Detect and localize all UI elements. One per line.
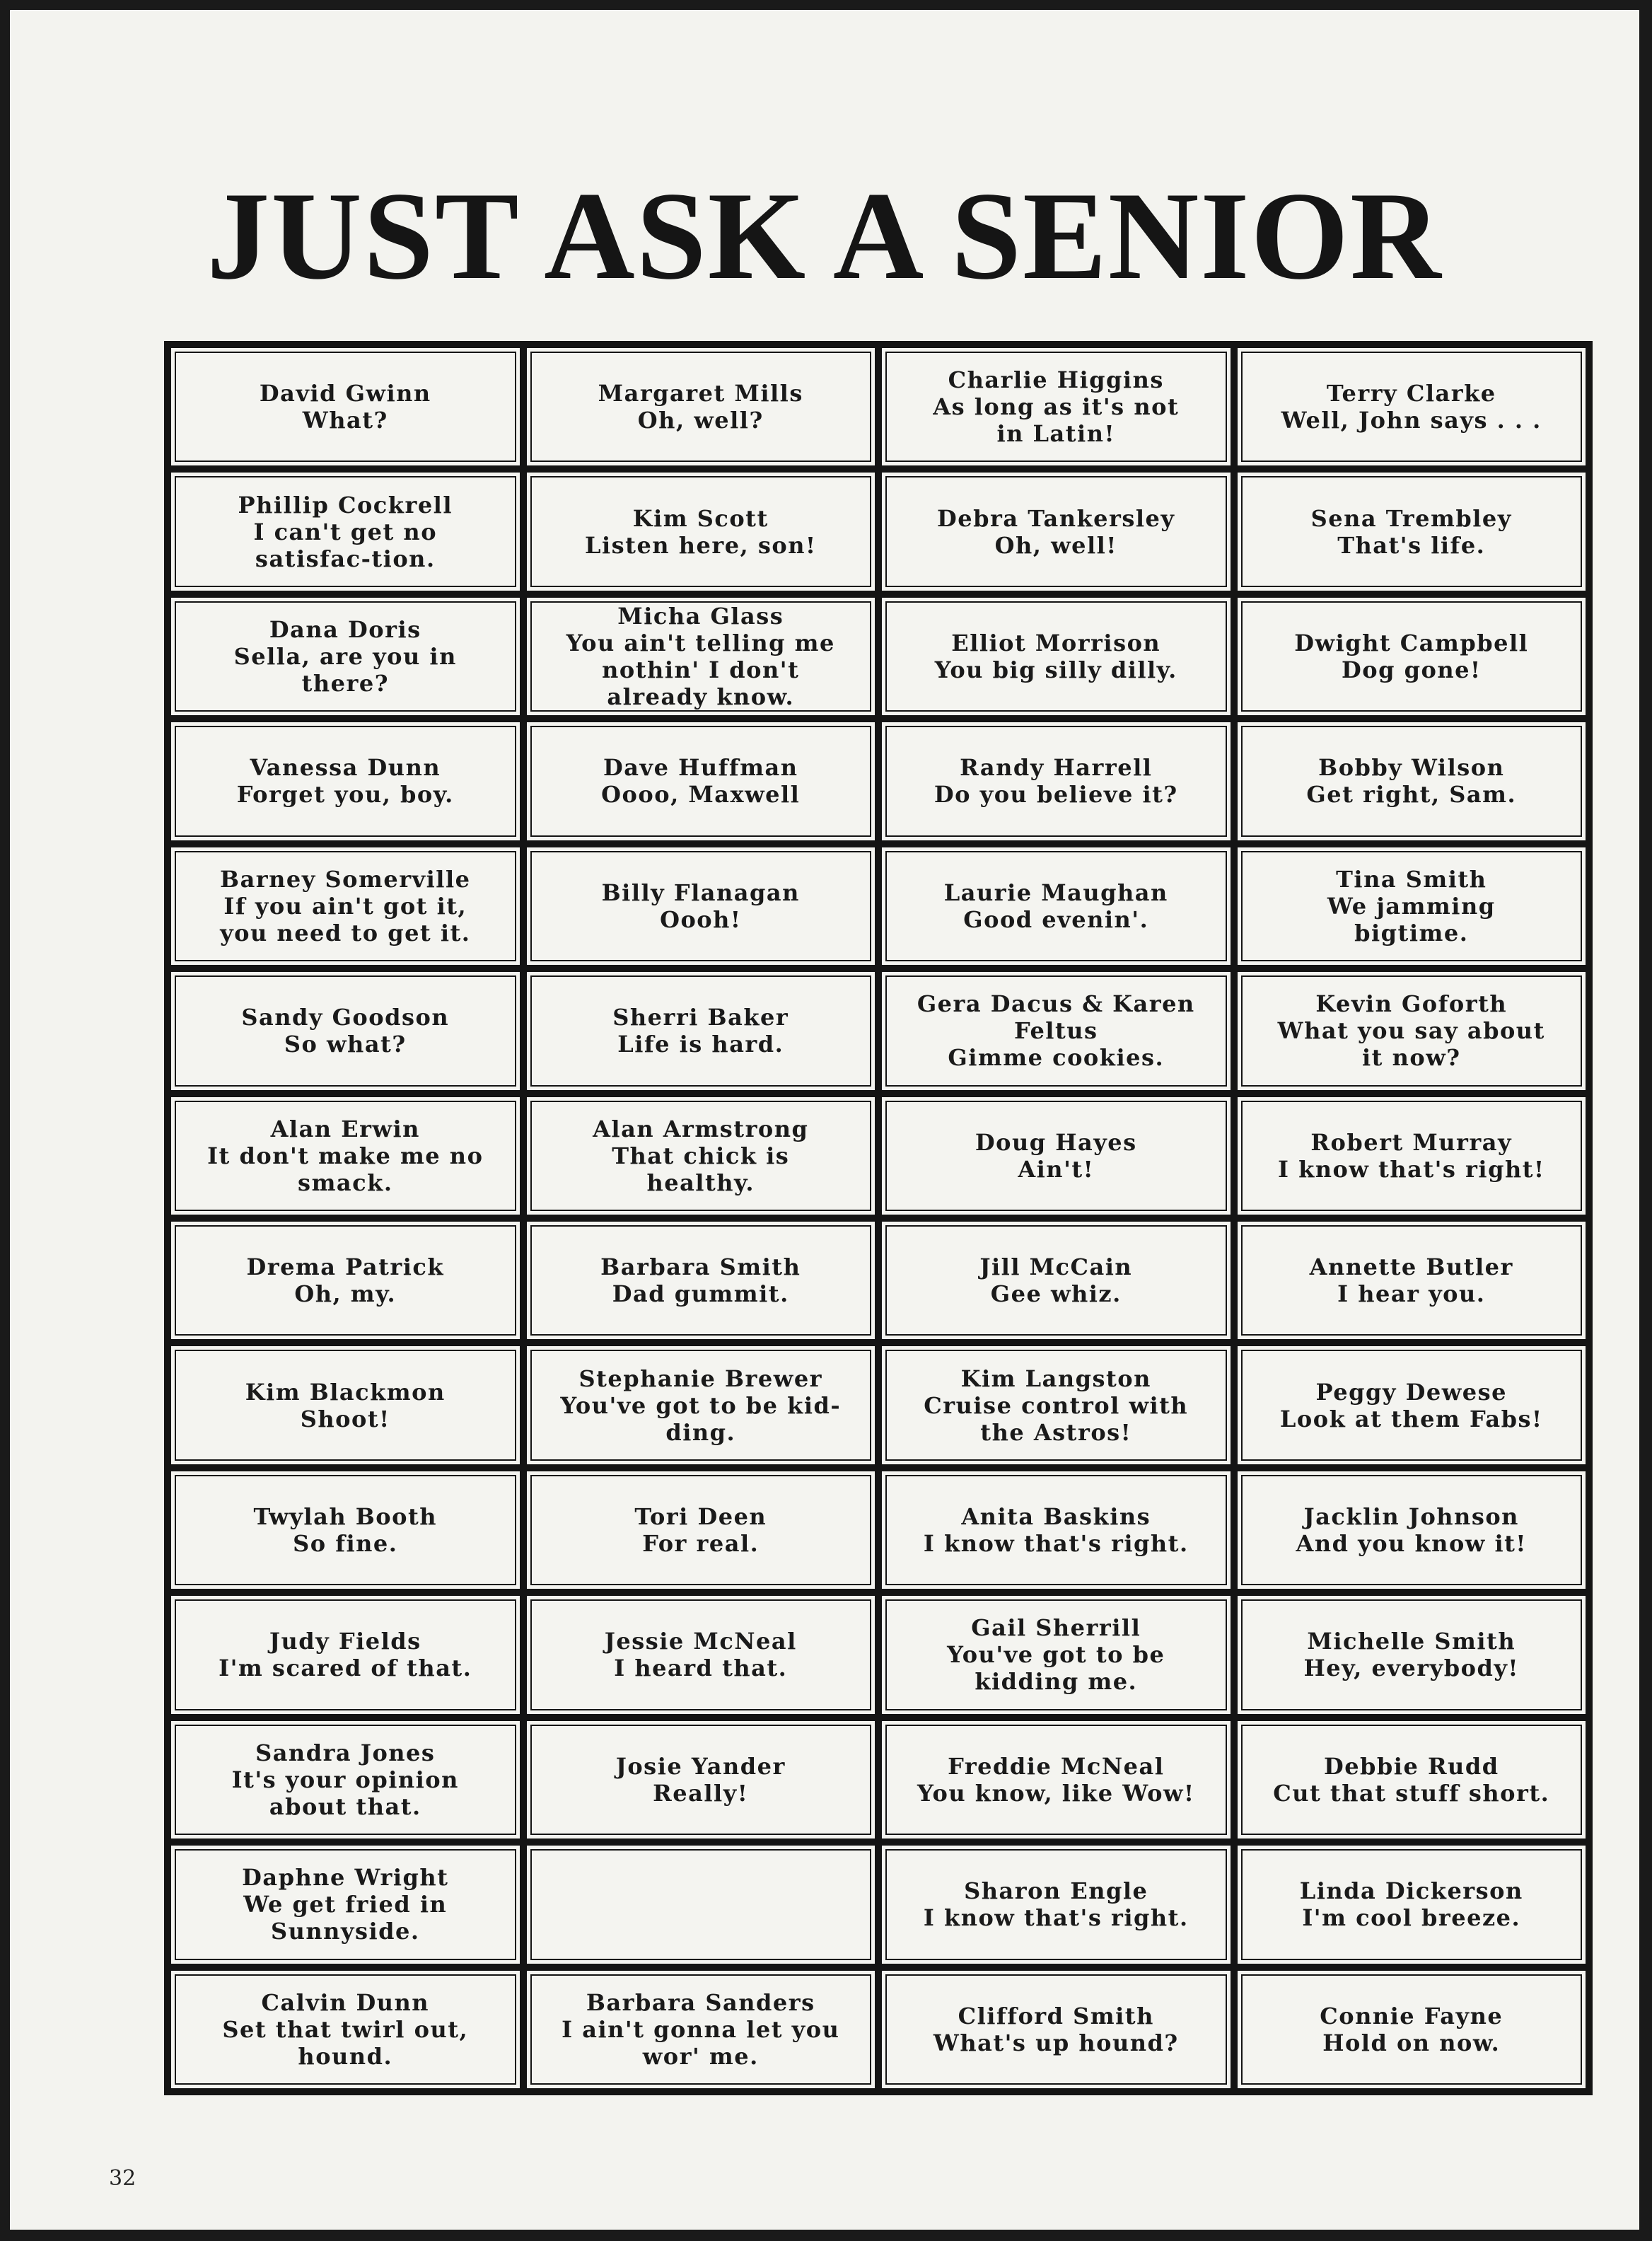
senior-quote: What's up hound? bbox=[933, 2029, 1179, 2056]
quote-cell bbox=[1238, 473, 1586, 590]
senior-name: Clifford Smith bbox=[958, 2002, 1154, 2029]
quote-cell bbox=[171, 847, 520, 965]
quote-cell bbox=[1238, 1721, 1586, 1838]
senior-name: Connie Fayne bbox=[1320, 2002, 1503, 2029]
senior-name: Jill McCain bbox=[979, 1253, 1133, 1281]
senior-name: Sharon Engle bbox=[964, 1877, 1148, 1905]
senior-name: Vanessa Dunn bbox=[250, 754, 441, 782]
senior-quote: Really! bbox=[653, 1779, 749, 1807]
senior-quote: Get right, Sam. bbox=[1306, 781, 1517, 809]
senior-name: Alan Erwin bbox=[270, 1115, 420, 1142]
senior-quote: As long as it's not in Latin! bbox=[933, 393, 1180, 448]
senior-quote: Cut that stuff short. bbox=[1273, 1779, 1550, 1807]
senior-quote: Gimme cookies. bbox=[948, 1044, 1165, 1072]
senior-quote: Hey, everybody! bbox=[1303, 1655, 1519, 1682]
senior-name: Sherri Baker bbox=[612, 1004, 789, 1031]
senior-quote: For real. bbox=[642, 1530, 760, 1558]
quote-cell bbox=[882, 473, 1231, 590]
senior-name: Annette Butler bbox=[1309, 1253, 1513, 1281]
senior-quote: I ain't gonna let you wor' me. bbox=[562, 2015, 840, 2070]
quote-cell bbox=[1238, 1097, 1586, 1215]
senior-name: Dave Huffman bbox=[603, 754, 798, 782]
quote-cell bbox=[171, 1471, 520, 1589]
senior-name: Gera Dacus & Karen Feltus bbox=[917, 990, 1195, 1045]
senior-name: Terry Clarke bbox=[1326, 380, 1496, 407]
quote-cell bbox=[171, 972, 520, 1089]
quote-cell bbox=[527, 348, 876, 465]
quote-cell bbox=[882, 1971, 1231, 2088]
senior-quote: I'm scared of that. bbox=[219, 1655, 472, 1682]
senior-name: Daphne Wright bbox=[242, 1864, 449, 1892]
quote-cell bbox=[527, 972, 876, 1089]
quote-cell bbox=[527, 598, 876, 715]
quote-cell bbox=[171, 722, 520, 840]
senior-quote: Oooh! bbox=[660, 905, 742, 933]
senior-quote: What? bbox=[302, 407, 388, 434]
senior-name: Sena Trembley bbox=[1310, 504, 1512, 532]
senior-quote: Oh, well? bbox=[637, 407, 764, 434]
quote-cell bbox=[882, 1721, 1231, 1838]
quote-cell bbox=[882, 1471, 1231, 1589]
senior-quote: Oooo, Maxwell bbox=[601, 781, 801, 809]
senior-quote: Life is hard. bbox=[617, 1031, 784, 1058]
senior-name: Stephanie Brewer bbox=[578, 1365, 823, 1392]
senior-name: Laurie Maughan bbox=[943, 879, 1168, 906]
senior-name: Michelle Smith bbox=[1307, 1628, 1516, 1655]
senior-quote: I know that's right! bbox=[1277, 1155, 1545, 1183]
quote-cell bbox=[527, 1846, 876, 1963]
senior-quote: If you ain't got it, you need to get it. bbox=[220, 892, 471, 946]
quote-cell bbox=[882, 847, 1231, 965]
quote-cell bbox=[882, 1346, 1231, 1464]
senior-name: Kevin Goforth bbox=[1315, 990, 1508, 1018]
senior-quote: I heard that. bbox=[614, 1655, 788, 1682]
senior-quote: Hold on now. bbox=[1322, 2029, 1501, 2056]
senior-quote: You know, like Wow! bbox=[917, 1779, 1195, 1807]
senior-quote: It's your opinion about that. bbox=[231, 1766, 459, 1820]
quote-cell bbox=[1238, 1471, 1586, 1589]
quote-cell bbox=[882, 722, 1231, 840]
page-title: JUST ASK A SENIOR bbox=[206, 166, 1443, 306]
senior-name: Linda Dickerson bbox=[1299, 1877, 1523, 1905]
senior-name: David Gwinn bbox=[259, 380, 431, 407]
senior-name: Drema Patrick bbox=[246, 1253, 445, 1281]
senior-name: Elliot Morrison bbox=[951, 630, 1161, 657]
quote-cell bbox=[882, 1596, 1231, 1713]
quote-cell bbox=[527, 473, 876, 590]
quote-cell bbox=[1238, 598, 1586, 715]
senior-quote: So what? bbox=[284, 1031, 407, 1058]
senior-quote: I can't get no satisfac-tion. bbox=[253, 518, 438, 572]
senior-name: Micha Glass bbox=[617, 603, 784, 630]
senior-quote: Forget you, boy. bbox=[236, 781, 454, 809]
quote-cell bbox=[1238, 1346, 1586, 1464]
senior-name: Tori Deen bbox=[634, 1503, 767, 1531]
senior-name: Freddie McNeal bbox=[948, 1752, 1165, 1780]
senior-quote: You big silly dilly. bbox=[934, 656, 1177, 684]
quote-cell bbox=[527, 1971, 876, 2088]
senior-quote: Shoot! bbox=[300, 1405, 390, 1432]
senior-name: Debbie Rudd bbox=[1323, 1752, 1499, 1780]
senior-name: Sandra Jones bbox=[255, 1739, 436, 1766]
senior-name: Robert Murray bbox=[1310, 1128, 1513, 1156]
senior-name: Randy Harrell bbox=[960, 754, 1153, 782]
quote-cell bbox=[1238, 348, 1586, 465]
quote-cell bbox=[882, 1097, 1231, 1215]
senior-quote: Gee whiz. bbox=[990, 1280, 1122, 1308]
senior-name: Charlie Higgins bbox=[948, 366, 1164, 394]
senior-quote: What you say about it now? bbox=[1277, 1017, 1545, 1072]
senior-quote-grid bbox=[164, 341, 1593, 2095]
quote-cell bbox=[882, 348, 1231, 465]
quote-cell bbox=[527, 1346, 876, 1464]
senior-name: Jessie McNeal bbox=[604, 1628, 797, 1655]
senior-quote: So fine. bbox=[293, 1530, 398, 1558]
senior-quote: I'm cool breeze. bbox=[1302, 1904, 1521, 1932]
senior-name: Sandy Goodson bbox=[241, 1004, 450, 1031]
quote-cell bbox=[882, 1846, 1231, 1963]
quote-cell bbox=[1238, 722, 1586, 840]
senior-quote: I hear you. bbox=[1337, 1280, 1486, 1308]
senior-name: Josie Yander bbox=[615, 1752, 786, 1780]
yearbook-page bbox=[10, 10, 1639, 2230]
senior-name: Kim Blackmon bbox=[245, 1378, 446, 1406]
senior-name: Bobby Wilson bbox=[1318, 754, 1505, 782]
quote-cell bbox=[1238, 1846, 1586, 1963]
quote-cell bbox=[171, 1721, 520, 1838]
quote-cell bbox=[1238, 847, 1586, 965]
senior-quote: Oh, my. bbox=[294, 1280, 397, 1308]
senior-name: Judy Fields bbox=[269, 1628, 421, 1655]
senior-name: Kim Scott bbox=[632, 504, 769, 532]
senior-name: Dwight Campbell bbox=[1294, 630, 1529, 657]
quote-cell bbox=[171, 348, 520, 465]
quote-cell bbox=[527, 847, 876, 965]
senior-quote: Good evenin'. bbox=[963, 905, 1149, 933]
quote-cell bbox=[527, 1222, 876, 1339]
senior-quote: Dad gummit. bbox=[612, 1280, 789, 1308]
quote-cell bbox=[171, 1596, 520, 1713]
senior-name: Barbara Smith bbox=[600, 1253, 801, 1281]
senior-quote: It don't make me no smack. bbox=[207, 1142, 484, 1196]
senior-quote: We jamming bigtime. bbox=[1327, 892, 1496, 946]
senior-name: Anita Baskins bbox=[961, 1503, 1151, 1531]
senior-name: Jacklin Johnson bbox=[1303, 1503, 1519, 1531]
quote-cell bbox=[171, 1097, 520, 1215]
quote-cell bbox=[527, 1596, 876, 1713]
senior-quote: We get fried in Sunnyside. bbox=[243, 1891, 448, 1945]
senior-name: Doug Hayes bbox=[975, 1128, 1137, 1156]
quote-cell bbox=[882, 972, 1231, 1089]
quote-cell bbox=[1238, 1971, 1586, 2088]
senior-quote: That's life. bbox=[1337, 531, 1486, 559]
senior-quote: That chick is healthy. bbox=[612, 1142, 790, 1196]
quote-cell bbox=[882, 1222, 1231, 1339]
senior-quote: I know that's right. bbox=[923, 1530, 1189, 1558]
senior-quote: Listen here, son! bbox=[584, 531, 817, 559]
quote-cell bbox=[882, 598, 1231, 715]
quote-cell bbox=[171, 598, 520, 715]
quote-cell bbox=[171, 473, 520, 590]
senior-name: Margaret Mills bbox=[598, 380, 803, 407]
senior-name: Alan Armstrong bbox=[593, 1115, 809, 1142]
quote-cell bbox=[171, 1222, 520, 1339]
senior-quote: Do you believe it? bbox=[933, 781, 1178, 809]
senior-quote: You've got to be kid-ding. bbox=[560, 1391, 842, 1446]
senior-quote: You ain't telling me nothin' I don't already know. bbox=[566, 630, 835, 711]
senior-name: Gail Sherrill bbox=[971, 1614, 1141, 1642]
senior-name: Debra Tankersley bbox=[937, 504, 1175, 532]
senior-name: Barbara Sanders bbox=[586, 1988, 815, 2016]
senior-name: Peggy Dewese bbox=[1315, 1378, 1507, 1406]
senior-quote: Set that twirl out, hound. bbox=[222, 2015, 469, 2070]
quote-cell bbox=[1238, 1222, 1586, 1339]
quote-cell bbox=[1238, 1596, 1586, 1713]
senior-quote: Cruise control with the Astros! bbox=[924, 1391, 1189, 1446]
quote-cell bbox=[1238, 972, 1586, 1089]
quote-cell bbox=[171, 1846, 520, 1963]
senior-quote: Well, John says . . . bbox=[1281, 407, 1542, 434]
senior-name: Billy Flanagan bbox=[601, 879, 800, 906]
senior-quote: I know that's right. bbox=[923, 1904, 1189, 1932]
senior-name: Kim Langston bbox=[960, 1365, 1151, 1392]
senior-quote: Ain't! bbox=[1018, 1155, 1095, 1183]
quote-cell bbox=[527, 1471, 876, 1589]
senior-quote: You've got to be kidding me. bbox=[947, 1641, 1165, 1696]
senior-name: Tina Smith bbox=[1336, 865, 1487, 893]
senior-name: Dana Doris bbox=[269, 616, 421, 644]
senior-quote: Look at them Fabs! bbox=[1279, 1405, 1543, 1432]
senior-name: Phillip Cockrell bbox=[238, 491, 453, 519]
senior-quote: Dog gone! bbox=[1342, 656, 1482, 684]
quote-cell bbox=[527, 1721, 876, 1838]
senior-quote: Oh, well! bbox=[994, 531, 1117, 559]
senior-name: Calvin Dunn bbox=[261, 1988, 430, 2016]
quote-cell bbox=[527, 722, 876, 840]
quote-cell bbox=[171, 1971, 520, 2088]
senior-quote: Sella, are you in there? bbox=[233, 643, 457, 697]
senior-name: Twylah Booth bbox=[253, 1503, 437, 1531]
senior-quote: And you know it! bbox=[1296, 1530, 1527, 1558]
senior-name: Barney Somerville bbox=[220, 865, 471, 893]
quote-cell bbox=[171, 1346, 520, 1464]
page-number: 32 bbox=[109, 2166, 136, 2191]
quote-cell bbox=[527, 1097, 876, 1215]
